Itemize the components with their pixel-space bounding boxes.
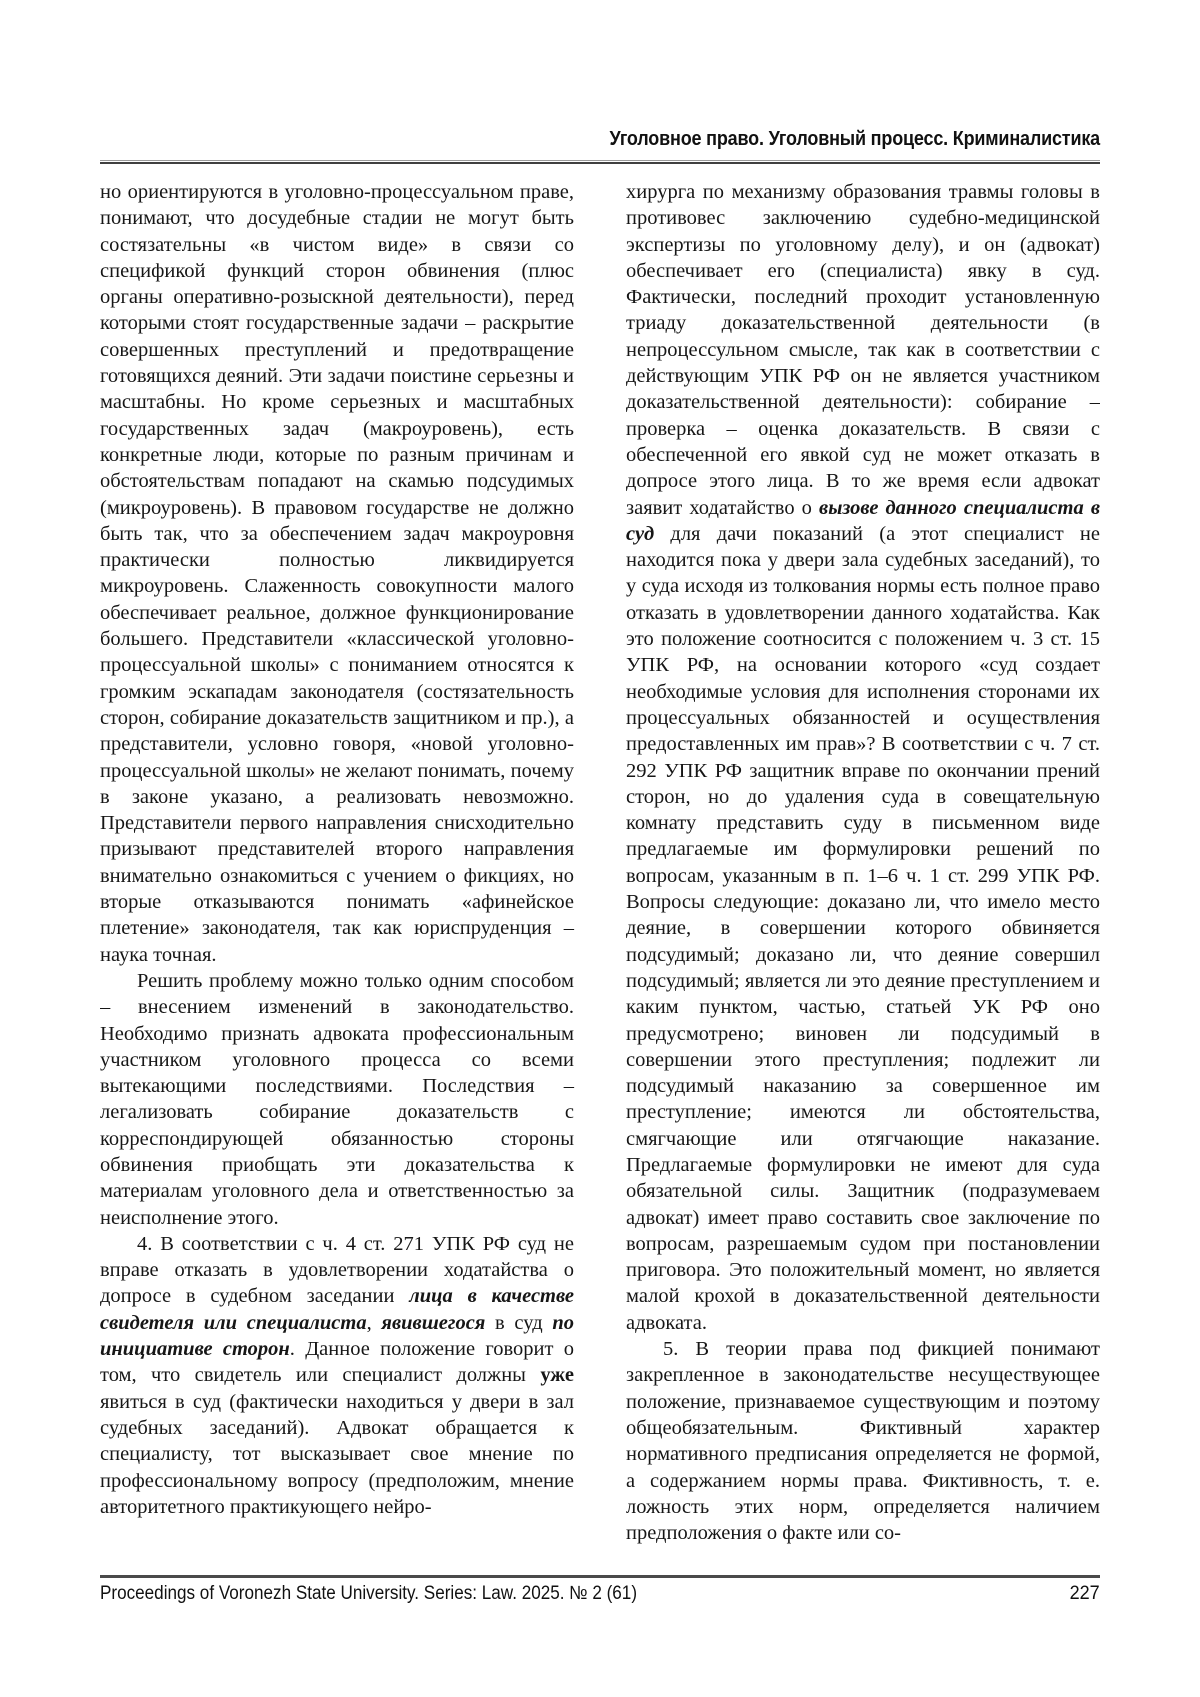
text-run: 4. В соответствии с ч. 4 ст. 271 УПК РФ суд не вправе отказать в удовлетворении ходатайства о допросе в судебном заседании: [100, 1232, 574, 1308]
left-column: [100, 179, 574, 1563]
text-run: для дачи показаний (а этот специалист не находится пока у двери зала судебных заседаний), то у суда исходя из толкования нормы есть полное право отказать в удовлетворении данного ходатайства. Как это положение соотносится с положением ч. 3 ст. 15 УПК РФ, на основании которого «суд создает необходимые условия для исполнения сторонами их процессуальных обязанностей и осуществления предоставленных им прав»? В соответствии с ч. 7 ст. 292 УПК РФ защитник вправе по окончании прений сторон, но до удаления суда в совещательную комнату представить суду в письменном виде предлагаемые им формулировки решений по вопросам, указанным в п. 1–6 ч. 1 ст. 299 УПК РФ. Вопросы следующие: доказано ли, что имело место деяние, в совершении которого обвиняется подсудимый; доказано ли, что деяние совершил подсудимый; является ли это деяние преступлением и каким пунктом, частью, статьей УК РФ оно предусмотрено; виновен ли подсудимый в совершении этого преступления; подлежит ли подсудимый наказанию за совершенное им преступление; имеются ли обстоятельства, смягчающие или отягчающие наказание. Предлагаемые формулировки не имеют для суда обязательной силы. Защитник (подразумеваем адвокат) имеет право составить свое заключение по вопросам, разрешаемым судом при постановлении приговора. Это положительный момент, но является малой крохой в доказательственной деятельности адвоката.: [626, 522, 1100, 1334]
paragraph: [100, 1231, 574, 1520]
emphasis-run: уже: [540, 1364, 574, 1387]
header-rule: [100, 160, 1100, 164]
footer-row: [100, 1578, 1100, 1605]
page-number: 227: [1069, 1583, 1100, 1604]
text-run: Решить проблему можно только одним способом – внесением изменений в законодательство. Необходимо признать адвоката профессиональным участником уголовного процесса со всеми вытекающими последствиями. Последствия – легализовать собирание доказательств с корреспондирующей обязанностью стороны обвинения приобщать эти доказательства к материалам уголовного дела и ответственностью за неисполнение этого.: [100, 969, 574, 1229]
paragraph: [100, 968, 574, 1231]
text-run: в суд: [485, 1311, 553, 1334]
text-columns: [100, 179, 1100, 1563]
emphasis-run: по инициативе сторон: [100, 1311, 574, 1361]
paragraph: [100, 179, 574, 968]
running-head: Уголовное право. Уголовный процесс. Криминалистика: [609, 128, 1100, 150]
paragraph: [626, 1336, 1100, 1546]
paragraph: [626, 179, 1100, 1336]
emphasis-run: вызове данного специалиста в суд: [626, 496, 1100, 545]
emphasis-run: явившегося: [381, 1311, 486, 1334]
text-run: ,: [366, 1311, 382, 1334]
right-column: [626, 179, 1100, 1563]
text-run: но ориентируются в уголовно-процессуальном праве, понимают, что досудебные стадии не могут быть состязательны «в чистом виде» в связи со спецификой функций сторон обвинения (плюс органы оперативно-розыскной деятельности), перед которыми стоят государственные задачи – раскрытие совершенных преступлений и предотвращение готовящихся деяний. Эти задачи поистине серьезны и масштабны. Но кроме серьезных и масштабных государственных задач (макроуровень), есть конкретные люди, которые по разным причинам и обстоятельствам попадают на скамью подсудимых (микроуровень). В правовом государстве не должно быть так, что за обеспечением задач макроуровня практически полностью ликвидируется микроуровень. Слаженность совокупности малого обеспечивает реальное, должное функционирование большего. Представители «классической уголовно-процессуальной школы» с пониманием относятся к громким эскападам законодателя (состязательность сторон, собирание доказательств защитником и пр.), а представители, условно говоря, «новой уголовно-процессуальной школы» не желают понимать, почему в законе указано, а реализовать невозможно. Представители первого направления снисходительно призывают представителей второго направления внимательно ознакомиться с учением о фикциях, но вторые отказываются понимать «афинейское плетение» законодателя, так как юриспруденция – наука точная.: [100, 181, 574, 966]
emphasis-run: лица в качестве свидетеля или специалиста: [100, 1285, 575, 1334]
page-footer: [100, 1575, 1100, 1605]
text-run: хирурга по механизму образования травмы головы в противовес заключению судебно-медицинской экспертизы по уголовному делу), и он (адвокат) обеспечивает его (специалиста) явку в суд. Фактически, последний проходит установленную триаду доказательственной деятельности (в непроцессульном смысле, так как в соответствии с действующим УПК РФ он не является участником доказательственной деятельности): собирание – проверка – оценка доказательств. В связи с обеспеченной его явкой суд не может отказать в допросе этого лица. В то же время если адвокат заявит ходатайство о: [626, 181, 1100, 519]
running-head-row: [100, 128, 1100, 154]
text-run: . Данное положение говорит о том, что свидетель или специалист должны: [100, 1338, 574, 1387]
text-run: явиться в суд (фактически находиться у двери в зал судебных заседаний). Адвокат обращается к специалисту, тот высказывает свое мнение по профессиональному вопросу (предположим, мнение авторитетного практикующего нейро-: [100, 1390, 574, 1518]
footer-journal-info: Proceedings of Voronezh State University. Series: Law. 2025. № 2 (61): [100, 1583, 638, 1604]
text-run: 5. В теории права под фикцией понимают закрепленное в законодательстве несуществующее положение, признаваемое существующим и поэтому общеобязательным. Фиктивный характер нормативного предписания определяется не формой, а содержанием нормы права. Фиктивность, т. е. ложность этих норм, определяется наличием предположения о факте или со-: [626, 1338, 1100, 1545]
